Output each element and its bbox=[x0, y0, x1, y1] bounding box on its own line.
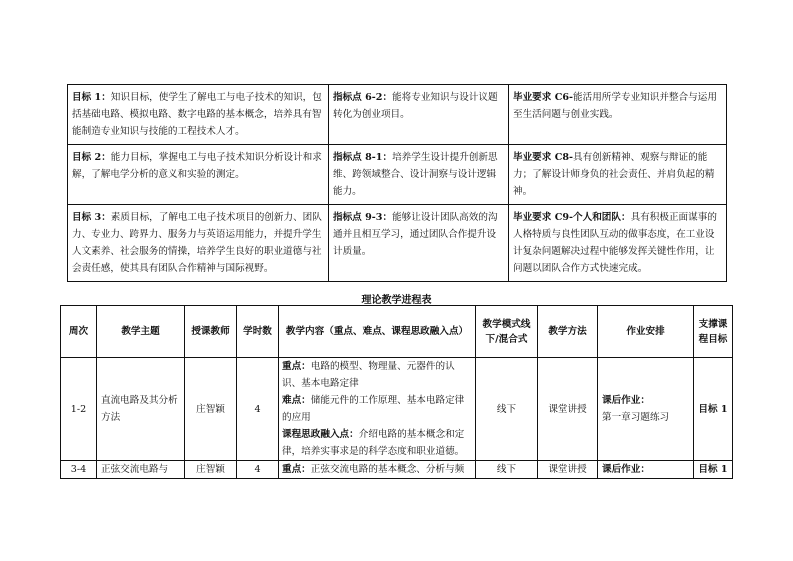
requirement-text: 具有创新精神、观察与辩证的能力；了解设计师身负的社会责任、并肩负起的精神。 bbox=[513, 152, 715, 197]
topic-cell: 正弦交流电路与 bbox=[97, 461, 185, 479]
hours-cell: 4 bbox=[237, 358, 279, 461]
mode-cell: 线下 bbox=[476, 461, 538, 479]
objective-row bbox=[68, 145, 727, 205]
indicator-label: 指标点 9-3： bbox=[333, 212, 393, 223]
indicator-text: 能将专业知识与设计议题转化为创业项目。 bbox=[333, 92, 498, 120]
difficulty-label: 难点： bbox=[282, 395, 311, 406]
indicator-cell bbox=[329, 85, 509, 145]
support-cell bbox=[694, 358, 733, 461]
requirement-cell bbox=[509, 85, 727, 145]
requirement-label: 毕业要求 C6- bbox=[513, 92, 574, 103]
key-text: 正弦交流电路的基本概念、分析与频 bbox=[310, 464, 465, 475]
header-week: 周次 bbox=[61, 306, 97, 358]
header-mode: 教学模式线下/混合式 bbox=[476, 306, 538, 358]
table-row bbox=[61, 358, 733, 461]
requirement-label: 毕业要求 C8- bbox=[513, 152, 574, 163]
homework-text: 第一章习题练习 bbox=[602, 412, 670, 423]
goal-text: 能力目标，掌握电工与电子技术知识分析设计和求解，了解电学分析的意义和实验的测定。 bbox=[72, 152, 322, 180]
ideology-text: 介绍电路的基本概念和定律，培养实事求是的科学态度和职业道德。 bbox=[282, 429, 465, 457]
goal-label: 目标 3： bbox=[72, 212, 111, 223]
goal-label: 目标 2： bbox=[72, 152, 111, 163]
objective-row bbox=[68, 85, 727, 145]
header-content: 教学内容（重点、难点、课程思政融入点） bbox=[279, 306, 476, 358]
header-support: 支撑课程目标 bbox=[694, 306, 733, 358]
key-label: 重点： bbox=[282, 361, 311, 372]
indicator-text: 培养学生设计提升创新思维、跨领域整合、设计洞察与设计逻辑能力。 bbox=[333, 152, 498, 197]
goal-text: 知识目标，使学生了解电工与电子技术的知识，包括基础电路、模拟电路、数字电路的基本概念，培养具有智能制造专业知识与技能的工程技术人才。 bbox=[72, 92, 322, 137]
topic-cell: 直流电路及其分析方法 bbox=[97, 358, 185, 461]
content-cell bbox=[279, 461, 476, 479]
objective-row bbox=[68, 205, 727, 282]
key-text: 电路的模型、物理量、元器件的认识、基本电路定律 bbox=[282, 361, 455, 389]
indicator-label: 指标点 6-2： bbox=[333, 92, 393, 103]
requirement-text: 具有积极正面谋事的人格特质与良性团队互动的做事态度，在工业设计复杂问题解决过程中能够发挥关键性作用，让问题以团队合作方式快速完成。 bbox=[513, 212, 717, 274]
week-cell: 3-4 bbox=[61, 461, 97, 479]
method-cell: 课堂讲授 bbox=[538, 461, 598, 479]
content-cell bbox=[279, 358, 476, 461]
requirement-text: 能活用所学专业知识并整合与运用至生活问题与创业实践。 bbox=[513, 92, 717, 120]
difficulty-text: 储能元件的工作原理、基本电路定律的应用 bbox=[282, 395, 465, 423]
method-cell: 课堂讲授 bbox=[538, 358, 598, 461]
header-homework: 作业安排 bbox=[598, 306, 694, 358]
header-teacher: 授课教师 bbox=[185, 306, 237, 358]
indicator-cell bbox=[329, 145, 509, 205]
requirement-label: 毕业要求 C9-个人和团队： bbox=[513, 212, 631, 223]
header-topic: 教学主题 bbox=[97, 306, 185, 358]
teacher-cell: 庄智颖 bbox=[185, 358, 237, 461]
schedule-title: 理论教学进程表 bbox=[361, 295, 432, 306]
goal-cell bbox=[68, 205, 329, 282]
header-method: 教学方法 bbox=[538, 306, 598, 358]
support-text: 目标 1 bbox=[698, 403, 728, 415]
goal-cell bbox=[68, 85, 329, 145]
ideology-label: 课程思政融入点： bbox=[282, 429, 359, 440]
indicator-text: 能够让设计团队高效的沟通并且相互学习，通过团队合作提升设计质量。 bbox=[333, 212, 498, 257]
teacher-cell: 庄智颖 bbox=[185, 461, 237, 479]
support-cell bbox=[694, 461, 733, 479]
mode-cell: 线下 bbox=[476, 358, 538, 461]
goal-cell bbox=[68, 145, 329, 205]
indicator-label: 指标点 8-1： bbox=[333, 152, 393, 163]
header-row bbox=[61, 306, 733, 358]
homework-cell bbox=[598, 461, 694, 479]
table-row bbox=[61, 461, 733, 479]
goal-text: 素质目标，了解电工电子技术项目的创新力、团队力、专业力、跨界力、服务力与英语运用能力，并提升学生人文素养、社会服务的情操，培养学生良好的职业道德与社会责任感，使其具有团队合作精神与国际视野。 bbox=[72, 212, 322, 274]
support-text: 目标 1 bbox=[698, 464, 728, 475]
homework-cell bbox=[598, 358, 694, 461]
header-hours: 学时数 bbox=[237, 306, 279, 358]
objectives-table bbox=[67, 84, 727, 282]
schedule-table bbox=[60, 305, 733, 479]
hours-cell: 4 bbox=[237, 461, 279, 479]
goal-label: 目标 1： bbox=[72, 92, 111, 103]
requirement-cell bbox=[509, 205, 727, 282]
homework-label: 课后作业： bbox=[602, 464, 650, 475]
indicator-cell bbox=[329, 205, 509, 282]
week-cell: 1-2 bbox=[61, 358, 97, 461]
requirement-cell bbox=[509, 145, 727, 205]
homework-label: 课后作业： bbox=[602, 395, 650, 406]
key-label: 重点： bbox=[282, 464, 311, 475]
